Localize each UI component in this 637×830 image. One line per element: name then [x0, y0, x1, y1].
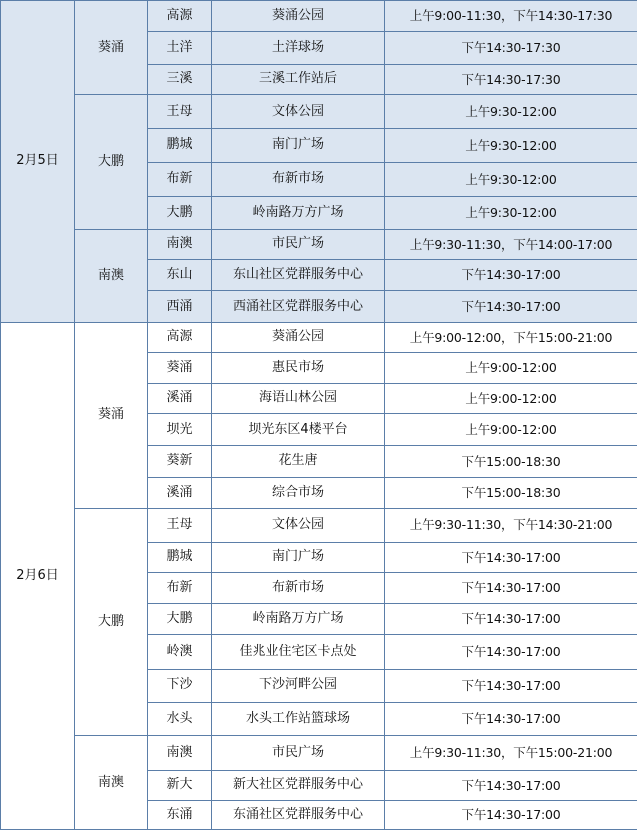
location-cell: 花生唐 — [212, 446, 385, 478]
time-cell: 下午15:00-18:30 — [385, 446, 637, 478]
location-cell: 海语山林公园 — [212, 383, 385, 414]
location-cell: 新大社区党群服务中心 — [212, 771, 385, 801]
time-cell: 上午9:30-11:30，下午14:00-17:00 — [385, 229, 637, 260]
town-cell: 大鹏 — [75, 95, 148, 229]
date-cell: 2月6日 — [1, 323, 75, 830]
community-cell: 葵涌 — [148, 352, 212, 383]
community-cell: 东山 — [148, 260, 212, 291]
community-cell: 新大 — [148, 771, 212, 801]
location-cell: 葵涌公园 — [212, 1, 385, 32]
location-cell: 葵涌公园 — [212, 323, 385, 353]
location-cell: 南门广场 — [212, 129, 385, 163]
community-cell: 土洋 — [148, 31, 212, 64]
town-cell: 葵涌 — [75, 323, 148, 509]
date-cell: 2月5日 — [1, 1, 75, 323]
location-cell: 综合市场 — [212, 477, 385, 508]
location-cell: 西涌社区党群服务中心 — [212, 291, 385, 323]
community-cell: 南澳 — [148, 229, 212, 260]
community-cell: 溪涌 — [148, 383, 212, 414]
table-row — [1, 1, 637, 32]
time-cell: 下午14:30-17:00 — [385, 542, 637, 573]
time-cell: 上午9:00-12:00 — [385, 383, 637, 414]
community-cell: 西涌 — [148, 291, 212, 323]
town-cell: 大鹏 — [75, 508, 148, 736]
location-cell: 东涌社区党群服务中心 — [212, 801, 385, 830]
location-cell: 下沙河畔公园 — [212, 669, 385, 702]
town-cell: 南澳 — [75, 736, 148, 830]
location-cell: 三溪工作站后 — [212, 64, 385, 95]
time-cell: 下午15:00-18:30 — [385, 477, 637, 508]
time-cell: 上午9:30-11:30，下午15:00-21:00 — [385, 736, 637, 771]
time-cell: 上午9:30-12:00 — [385, 163, 637, 197]
schedule-body — [1, 1, 637, 830]
location-cell: 坝光东区4楼平台 — [212, 414, 385, 446]
community-cell: 葵新 — [148, 446, 212, 478]
community-cell: 东涌 — [148, 801, 212, 830]
table-row — [1, 508, 637, 542]
location-cell: 布新市场 — [212, 573, 385, 604]
location-cell: 水头工作站篮球场 — [212, 702, 385, 736]
table-row — [1, 323, 637, 353]
time-cell: 下午14:30-17:00 — [385, 669, 637, 702]
location-cell: 文体公园 — [212, 95, 385, 129]
time-cell: 上午9:30-11:30，下午14:30-21:00 — [385, 508, 637, 542]
time-cell: 上午9:30-12:00 — [385, 129, 637, 163]
time-cell: 上午9:00-12:00 — [385, 414, 637, 446]
location-cell: 东山社区党群服务中心 — [212, 260, 385, 291]
table-row — [1, 229, 637, 260]
time-cell: 上午9:30-12:00 — [385, 196, 637, 229]
community-cell: 鹏城 — [148, 129, 212, 163]
time-cell: 下午14:30-17:00 — [385, 260, 637, 291]
community-cell: 王母 — [148, 508, 212, 542]
time-cell: 下午14:30-17:00 — [385, 634, 637, 669]
time-cell: 下午14:30-17:30 — [385, 31, 637, 64]
community-cell: 大鹏 — [148, 604, 212, 635]
location-cell: 土洋球场 — [212, 31, 385, 64]
time-cell: 下午14:30-17:30 — [385, 64, 637, 95]
community-cell: 水头 — [148, 702, 212, 736]
time-cell: 上午9:00-12:00 — [385, 352, 637, 383]
community-cell: 布新 — [148, 163, 212, 197]
table-row — [1, 736, 637, 771]
town-cell: 南澳 — [75, 229, 148, 322]
community-cell: 鹏城 — [148, 542, 212, 573]
community-cell: 三溪 — [148, 64, 212, 95]
community-cell: 高源 — [148, 323, 212, 353]
community-cell: 王母 — [148, 95, 212, 129]
time-cell: 下午14:30-17:00 — [385, 573, 637, 604]
table-row — [1, 95, 637, 129]
time-cell: 下午14:30-17:00 — [385, 771, 637, 801]
time-cell: 上午9:00-11:30，下午14:30-17:30 — [385, 1, 637, 32]
time-cell: 下午14:30-17:00 — [385, 801, 637, 830]
location-cell: 岭南路万方广场 — [212, 604, 385, 635]
time-cell: 上午9:00-12:00，下午15:00-21:00 — [385, 323, 637, 353]
location-cell: 布新市场 — [212, 163, 385, 197]
location-cell: 市民广场 — [212, 736, 385, 771]
location-cell: 文体公园 — [212, 508, 385, 542]
location-cell: 南门广场 — [212, 542, 385, 573]
time-cell: 下午14:30-17:00 — [385, 291, 637, 323]
community-cell: 大鹏 — [148, 196, 212, 229]
time-cell: 上午9:30-12:00 — [385, 95, 637, 129]
community-cell: 坝光 — [148, 414, 212, 446]
community-cell: 南澳 — [148, 736, 212, 771]
location-cell: 市民广场 — [212, 229, 385, 260]
community-cell: 布新 — [148, 573, 212, 604]
time-cell: 下午14:30-17:00 — [385, 702, 637, 736]
location-cell: 惠民市场 — [212, 352, 385, 383]
time-cell: 下午14:30-17:00 — [385, 604, 637, 635]
town-cell: 葵涌 — [75, 1, 148, 95]
community-cell: 下沙 — [148, 669, 212, 702]
community-cell: 高源 — [148, 1, 212, 32]
community-cell: 岭澳 — [148, 634, 212, 669]
location-cell: 佳兆业住宅区卡点处 — [212, 634, 385, 669]
community-cell: 溪涌 — [148, 477, 212, 508]
location-cell: 岭南路万方广场 — [212, 196, 385, 229]
